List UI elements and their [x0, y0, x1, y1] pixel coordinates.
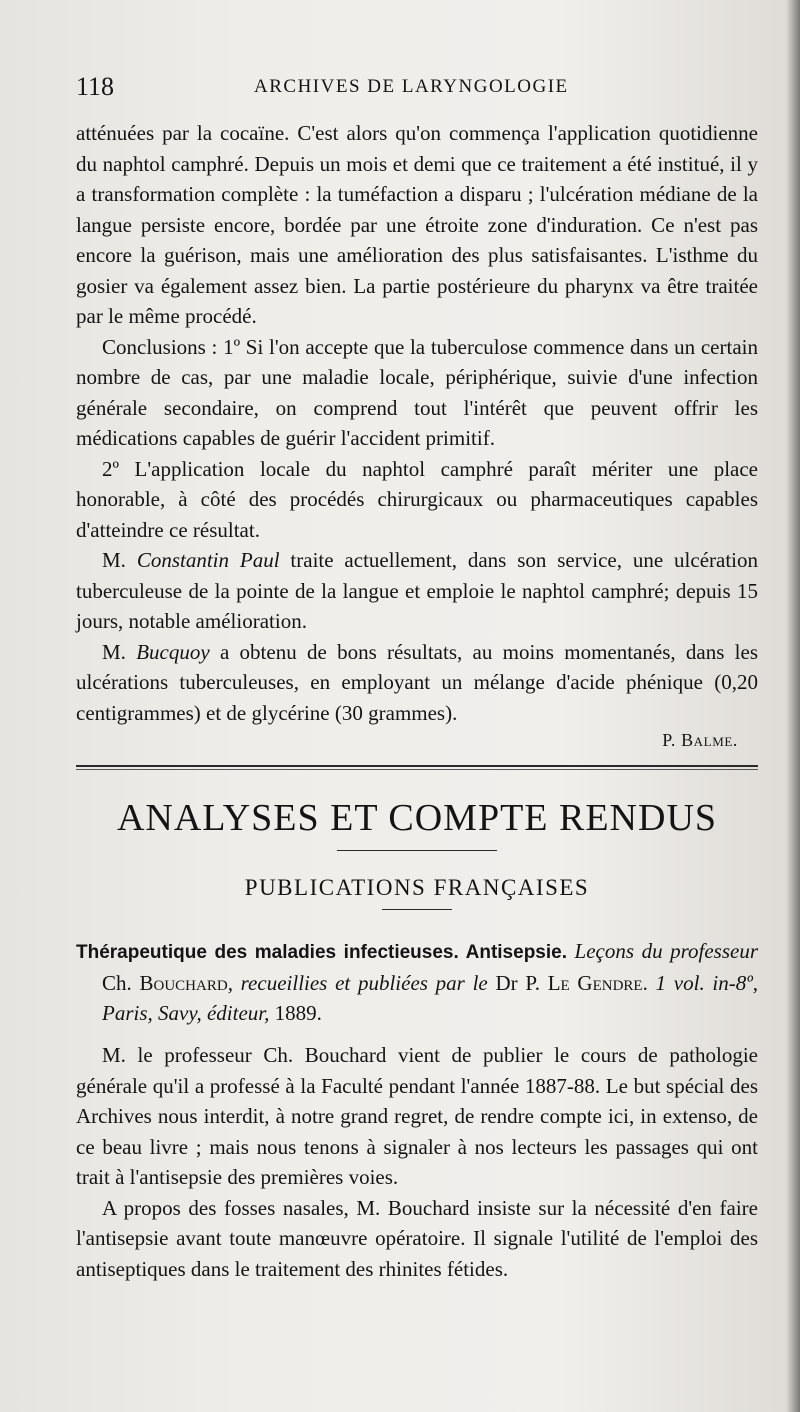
ref-text: , recueillies et publiées par le: [227, 971, 496, 995]
review-paragraph-2: A propos des fosses nasales, M. Bouchard insiste sur la nécessité d'en faire l'antisepsie avant toute manœuvre opératoire. Il signale l'utilité de l'emploi des antiseptiques dans le traitement des rhinites fétides.: [76, 1195, 758, 1281]
ref-text: Ch.: [102, 971, 140, 995]
text: a obtenu de bons résultats, au moins momentanés, dans les ulcérations tuberculeuses, en employant un mélange d'acide phénique (0,20 centigrammes) et de glycérine (30 grammes).: [76, 639, 758, 725]
ref-text: Dr P.: [495, 971, 548, 995]
editor-name: Le Gendre.: [547, 971, 648, 995]
text: traite actuellement, dans son service, une ulcération tuberculeuse de la pointe de la langue et emploie le naphtol camphré; depuis 15 jours, notable amélioration.: [76, 548, 758, 633]
paragraph-constantin-paul: [76, 545, 758, 637]
section-title: ANALYSES ET COMPTE RENDUS: [116, 797, 718, 839]
book-title: Thérapeutique des maladies infectieuses. Antisepsie.: [76, 942, 567, 963]
text: M.: [102, 548, 137, 572]
signature-name: Balme.: [681, 730, 738, 750]
person-name: Constantin Paul: [136, 548, 280, 572]
publication-year: 1889.: [269, 1001, 322, 1025]
page-content: [76, 60, 758, 1284]
paragraph-continuation: atténuées par la cocaïne. C'est alors qu'on commença l'application quotidienne du naphtol camphré. Depuis un mois et demi que ce traitement a été institué, il y a transformation complète : la tuméfaction a disparu ; l'ulcération médiane de la langue persiste encore, bordée par une étroite zone d'induration. Ce n'est pas encore la guérison, mais une amélioration des plus satisfaisantes. L'isthme du gosier va également assez bien. La partie postérieure du pharynx va être traitée par le même procédé.: [76, 121, 758, 328]
page-edge-shadow: [786, 0, 800, 1412]
paragraph-conclusion-2: 2º L'application locale du naphtol camphré paraît mériter une place honorable, à côté des procédés chirurgicaux ou pharmaceutiques capables d'atteindre ce résultat.: [76, 456, 758, 542]
section-subtitle: PUBLICATIONS FRANÇAISES: [244, 875, 590, 900]
page-number: 118: [76, 72, 115, 101]
section-divider-thin: [76, 769, 758, 770]
subtitle-rule: [382, 909, 452, 910]
review-paragraph-1: M. le professeur Ch. Bouchard vient de publier le cours de pathologie générale qu'il a professé à la Faculté pendant l'année 1887-88. Le but spécial des Archives nous interdit, à notre grand regret, de rendre compte ici, in extenso, de ce beau livre ; mais nous tenons à signaler à nos lecteurs les passages qui ont trait à l'antisepsie des premières voies.: [76, 1043, 758, 1189]
ref-text: Leçons du professeur: [567, 939, 758, 963]
signature-initial: P.: [662, 730, 682, 750]
running-head: ARCHIVES DE LARYNGOLOGIE: [254, 76, 569, 97]
signature: [76, 730, 738, 751]
paragraph-conclusions: Conclusions : 1º Si l'on accepte que la tuberculose commence dans un certain nombre de cas, par une maladie locale, périphérique, suivie d'une infection générale secondaire, on comprend tout l'intérêt que peuvent offrir les médications capables de guérir l'accident primitif.: [76, 334, 758, 450]
text: M.: [102, 639, 137, 664]
ref-text: 1 vol. in-8º, Paris, Savy, éditeur,: [102, 971, 759, 1025]
title-rule: [337, 850, 497, 851]
person-name: Bucquoy: [136, 639, 210, 664]
book-reference: [76, 936, 758, 1028]
author-name: Bouchard: [139, 971, 228, 995]
paragraph-bucquoy: [76, 637, 758, 729]
page-header: [76, 60, 758, 104]
section-divider: [76, 765, 758, 767]
